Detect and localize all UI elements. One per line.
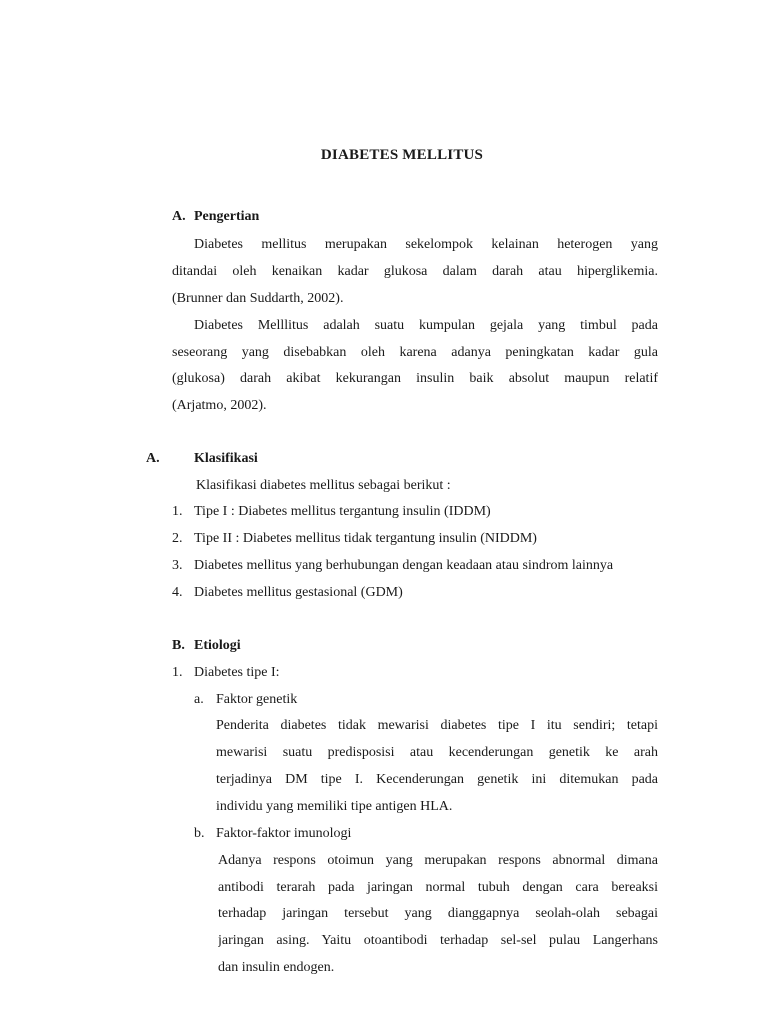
pengertian-p2-line-2: seseorang yang disebabkan oleh karena adanya peningkatan kadar gula: [172, 345, 658, 360]
list-item: Diabetes tipe I:: [194, 665, 280, 680]
page-title: DIABETES MELLITUS: [320, 147, 484, 163]
list-item: Diabetes mellitus yang berhubungan dengan keadaan atau sindrom lainnya: [194, 558, 614, 573]
pengertian-p2-line-3: (glukosa) darah akibat kekurangan insulin baik absolut maupun relatif: [172, 371, 658, 386]
faktor-genetik-line-3: terjadinya DM tipe I. Kecenderungan genetik ini ditemukan pada: [216, 772, 658, 787]
list-item-number: 2.: [172, 531, 183, 546]
klasifikasi-intro: Klasifikasi diabetes mellitus sebagai berikut :: [196, 478, 451, 493]
faktor-genetik-line-1: Penderita diabetes tidak mewarisi diabetes tipe I itu sendiri; tetapi: [216, 718, 658, 733]
list-item-number: 1.: [172, 504, 183, 519]
faktor-genetik-line-4: individu yang memiliki tipe antigen HLA.: [216, 799, 453, 814]
sub-item-marker: a.: [194, 692, 204, 707]
section-marker-klasifikasi: A.: [146, 451, 160, 466]
pengertian-p1-line-2: ditandai oleh kenaikan kadar glukosa dalam darah atau hiperglikemia.: [172, 264, 658, 279]
faktor-genetik-line-2: mewarisi suatu predisposisi atau kecenderungan genetik ke arah: [216, 745, 658, 760]
section-marker-pengertian: A.: [172, 209, 186, 224]
list-item: Diabetes mellitus gestasional (GDM): [194, 585, 403, 600]
list-item-number: 4.: [172, 585, 183, 600]
list-item-number: 3.: [172, 558, 183, 573]
sub-item-heading: Faktor genetik: [216, 692, 298, 707]
faktor-imunologi-line-2: antibodi terarah pada jaringan normal tubuh dengan cara bereaksi: [218, 880, 658, 895]
faktor-imunologi-line-4: jaringan asing. Yaitu otoantibodi terhadap sel-sel pulau Langerhans: [218, 933, 658, 948]
pengertian-p2-line-4: (Arjatmo, 2002).: [172, 398, 267, 413]
sub-item-marker: b.: [194, 826, 205, 841]
faktor-imunologi-line-5: dan insulin endogen.: [218, 960, 335, 975]
pengertian-p1-line-1: Diabetes mellitus merupakan sekelompok kelainan heterogen yang: [194, 237, 658, 252]
section-marker-etiologi: B.: [172, 638, 185, 653]
faktor-imunologi-line-3: terhadap jaringan tersebut yang dianggapnya seolah-olah sebagai: [218, 906, 658, 921]
list-item-number: 1.: [172, 665, 183, 680]
section-heading-etiologi: Etiologi: [194, 638, 241, 653]
section-heading-pengertian: Pengertian: [194, 209, 260, 224]
faktor-imunologi-line-1: Adanya respons otoimun yang merupakan respons abnormal dimana: [218, 853, 658, 868]
sub-item-heading: Faktor-faktor imunologi: [216, 826, 352, 841]
list-item: Tipe I : Diabetes mellitus tergantung insulin (IDDM): [194, 504, 491, 519]
section-heading-klasifikasi: Klasifikasi: [194, 451, 258, 466]
list-item: Tipe II : Diabetes mellitus tidak tergantung insulin (NIDDM): [194, 531, 537, 546]
pengertian-p1-line-3: (Brunner dan Suddarth, 2002).: [172, 291, 344, 306]
pengertian-p2-line-1: Diabetes Melllitus adalah suatu kumpulan gejala yang timbul pada: [194, 318, 658, 333]
